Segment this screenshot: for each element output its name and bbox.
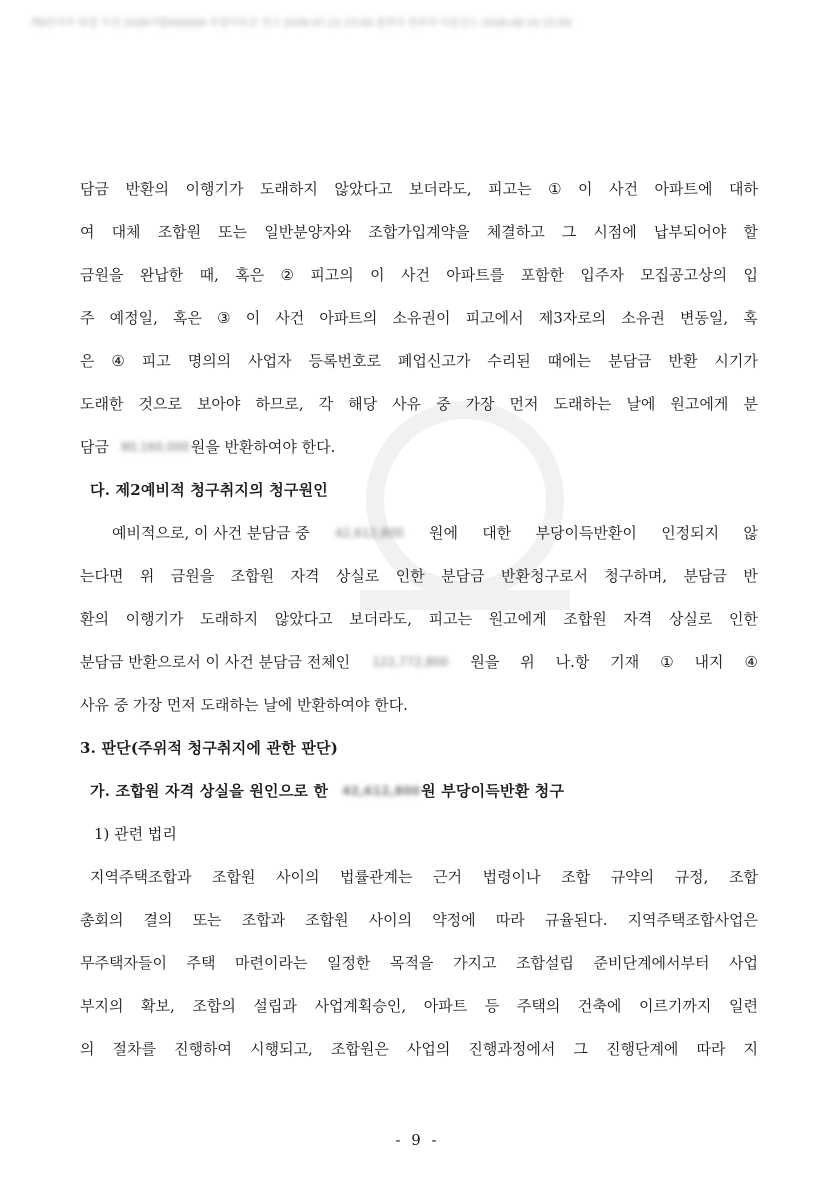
word: 입 bbox=[743, 266, 758, 284]
word: 피고 bbox=[141, 352, 171, 370]
word: 지역주택조합과 bbox=[90, 868, 192, 886]
word: 인정되지 bbox=[661, 524, 720, 542]
word: 소유권 bbox=[621, 309, 665, 327]
word: 진행하여 bbox=[174, 1040, 233, 1058]
word: 이행기가 bbox=[125, 610, 184, 628]
word: 등록번호로 bbox=[308, 352, 381, 370]
word: 조합가입계약을 bbox=[368, 223, 470, 241]
word: 청구하며, bbox=[604, 567, 668, 585]
word: 그 bbox=[573, 1040, 588, 1058]
word: 조합 bbox=[561, 868, 591, 886]
word: 목적을 bbox=[390, 954, 434, 972]
word: 혹은 bbox=[173, 309, 202, 327]
word: 사업계획승인, bbox=[314, 997, 407, 1015]
word: 명의의 bbox=[187, 352, 232, 370]
word: 절차를 bbox=[112, 1040, 157, 1058]
paragraph3-line bbox=[80, 899, 758, 942]
word: 시행되고, bbox=[250, 1040, 313, 1058]
word: 포함한 bbox=[520, 266, 565, 284]
word: 위 bbox=[139, 567, 155, 585]
paragraph2-line bbox=[80, 555, 758, 598]
word: 가장 bbox=[465, 395, 495, 413]
word: 상실로 bbox=[335, 567, 380, 585]
paragraph2-fourth-prefix: 분담금 반환으로서 이 사건 분담금 전체인 bbox=[80, 653, 351, 671]
word: 진행과정에서 bbox=[468, 1040, 556, 1058]
word: 또는 bbox=[218, 223, 248, 241]
heading-ga-suffix: 원 부당이득반환 청구 bbox=[421, 782, 565, 800]
word: 보더라도, bbox=[349, 610, 412, 628]
word: 원고에게 bbox=[670, 395, 729, 413]
word: 반환 bbox=[668, 352, 698, 370]
word: 법률관계는 bbox=[340, 868, 413, 886]
word: 아파트를 bbox=[446, 266, 505, 284]
word: 인한 bbox=[728, 610, 758, 628]
paragraph3-line bbox=[80, 856, 758, 899]
word: 입주자 bbox=[580, 266, 624, 284]
word: 사업자 bbox=[248, 352, 292, 370]
word: 않았다고 bbox=[274, 610, 333, 628]
word: 대한 bbox=[482, 524, 512, 542]
word: 피고에서 bbox=[465, 309, 524, 327]
word: 금원을 bbox=[80, 266, 124, 284]
word: 이행기가 bbox=[185, 180, 244, 198]
word: 수리된 bbox=[487, 352, 531, 370]
word: 금원을 bbox=[170, 567, 215, 585]
paragraph3-line bbox=[80, 942, 758, 985]
word: 확보, bbox=[141, 997, 175, 1015]
word: 일정한 bbox=[326, 954, 371, 972]
word: 날에 bbox=[626, 395, 656, 413]
word: 분담금 bbox=[441, 567, 485, 585]
word: 여 bbox=[80, 223, 95, 241]
heading-ga-prefix: 가. 조합원 자격 상실을 원인으로 한 bbox=[90, 782, 329, 800]
word: 납부되어야 bbox=[653, 223, 727, 241]
word: 조합원 bbox=[563, 610, 607, 628]
word: 해당 bbox=[348, 395, 378, 413]
word: 체결하고 bbox=[486, 223, 545, 241]
word: 완납한 bbox=[139, 266, 184, 284]
word: 규약의 bbox=[610, 868, 655, 886]
blurred-header-stamp: 제9민사부 판결 사건 2026가합000000 부당이득금 선고 2026.07.15 23:59 출력자 관리자 다운로드 2026.08.10 15:59 bbox=[30, 18, 572, 29]
word: 진행단계에 bbox=[605, 1040, 679, 1058]
word: 사유 bbox=[392, 395, 422, 413]
word: 주택 bbox=[186, 954, 216, 972]
word: 않 bbox=[743, 524, 758, 542]
redacted-amount: 42,612,800 bbox=[335, 526, 404, 540]
word: 대체 bbox=[111, 223, 141, 241]
word: 사업 bbox=[728, 954, 758, 972]
word: 피고는 bbox=[428, 610, 473, 628]
word: 총회의 bbox=[80, 911, 124, 929]
paragraph2-fourth-line bbox=[80, 641, 758, 684]
word: 예정일, bbox=[109, 309, 158, 327]
word: 소유권이 bbox=[392, 309, 451, 327]
paragraph3-line bbox=[80, 985, 758, 1028]
word: 준비단계에서부터 bbox=[593, 954, 710, 972]
word: 상실로 bbox=[668, 610, 713, 628]
word: 보아야 bbox=[196, 395, 241, 413]
word: 조합원은 bbox=[330, 1040, 389, 1058]
word: 중 bbox=[436, 395, 451, 413]
word: 나.항 bbox=[555, 653, 590, 671]
word: ① bbox=[660, 653, 674, 671]
word: 건축에 bbox=[577, 997, 622, 1015]
word: ④ bbox=[744, 653, 758, 671]
word: 규율된다. bbox=[544, 911, 608, 929]
word: 보더라도, bbox=[408, 180, 472, 198]
word: 조합 bbox=[728, 868, 758, 886]
paragraph1-last-suffix: 원을 반환하여야 한다. bbox=[190, 438, 336, 456]
word: 조합의 bbox=[192, 997, 236, 1015]
word: 혹 bbox=[743, 309, 758, 327]
word: 변동일, bbox=[679, 309, 729, 327]
word: ③ bbox=[217, 309, 231, 327]
word: 근거 bbox=[433, 868, 463, 886]
paragraph1-line bbox=[80, 254, 758, 297]
word: 또는 bbox=[192, 911, 222, 929]
word: 도래하지 bbox=[259, 180, 318, 198]
word: 각 bbox=[318, 395, 334, 413]
word: 일련 bbox=[728, 997, 758, 1015]
word: 사건 bbox=[609, 180, 639, 198]
paragraph1-line bbox=[80, 340, 758, 383]
word: 사건 bbox=[400, 266, 430, 284]
word: 사이의 bbox=[276, 868, 320, 886]
word: 때, bbox=[199, 266, 219, 284]
word: 모집공고상의 bbox=[640, 266, 728, 284]
word: 아파트 bbox=[423, 997, 468, 1015]
subsection-heading-1: 1) 관련 법리 bbox=[94, 825, 177, 843]
word: 혹은 bbox=[235, 266, 265, 284]
paragraph2-first-prefix: 예비적으로, 이 사건 분담금 중 bbox=[112, 524, 310, 542]
word: 이 bbox=[370, 266, 385, 284]
word: 아파트의 bbox=[319, 309, 378, 327]
word: 지 bbox=[743, 1040, 758, 1058]
word: 은 bbox=[80, 352, 95, 370]
word: 가지고 bbox=[453, 954, 497, 972]
word: 않았다고 bbox=[334, 180, 393, 198]
page-number: - 9 - bbox=[395, 1131, 440, 1149]
word: 원고에게 bbox=[488, 610, 547, 628]
paragraph1-last-line bbox=[80, 426, 758, 469]
word: 하므로, bbox=[255, 395, 304, 413]
word: 약정에 bbox=[432, 911, 476, 929]
redacted-amount: 42,612,800 bbox=[342, 784, 421, 798]
word: 반 bbox=[743, 567, 758, 585]
word: 사업의 bbox=[406, 1040, 451, 1058]
redacted-amount: 80,160,000 bbox=[120, 440, 190, 454]
word: 조합원 bbox=[230, 567, 275, 585]
word: 이 bbox=[245, 309, 261, 327]
word: 반환의 bbox=[125, 180, 169, 198]
word: 조합원 bbox=[305, 911, 349, 929]
paragraph1-line bbox=[80, 383, 758, 426]
word: 무주택자들이 bbox=[80, 954, 167, 972]
word: 때에는 bbox=[547, 352, 592, 370]
word: 도래한 bbox=[80, 395, 124, 413]
word: 분담금 bbox=[683, 567, 727, 585]
word: 등 bbox=[484, 997, 500, 1015]
word: 기재 bbox=[610, 653, 640, 671]
word: ④ bbox=[111, 352, 125, 370]
word: 폐업신고가 bbox=[397, 352, 471, 370]
word: ② bbox=[280, 266, 294, 284]
section-heading-ga bbox=[80, 770, 758, 813]
document-body bbox=[80, 168, 758, 1071]
word: 사건 bbox=[275, 309, 305, 327]
word: 설립과 bbox=[253, 997, 297, 1015]
word: 시기가 bbox=[714, 352, 758, 370]
word: 원에 bbox=[428, 524, 458, 542]
paragraph2-line bbox=[80, 598, 758, 641]
word: 는다면 bbox=[80, 567, 124, 585]
word: 일반분양자와 bbox=[264, 223, 352, 241]
word: 결의 bbox=[143, 911, 173, 929]
word: 조합원 bbox=[211, 868, 256, 886]
word: 지역주택조합사업은 bbox=[627, 911, 758, 929]
word: 담금 bbox=[80, 180, 109, 198]
redacted-amount: 122,772,800 bbox=[372, 655, 449, 669]
paragraph3-line bbox=[80, 1028, 758, 1071]
word: 아파트에 bbox=[654, 180, 713, 198]
word: 그 bbox=[561, 223, 577, 241]
word: 법령이나 bbox=[482, 868, 541, 886]
paragraph1-line bbox=[80, 297, 758, 340]
word: 의 bbox=[80, 1040, 95, 1058]
word: 내지 bbox=[694, 653, 724, 671]
word: 분 bbox=[743, 395, 758, 413]
word: 사이의 bbox=[368, 911, 413, 929]
section-heading-3: 3. 판단(주위적 청구취지에 관한 판단) bbox=[80, 739, 339, 757]
word: 부당이득반환이 bbox=[535, 524, 637, 542]
paragraph1-last-prefix: 담금 bbox=[80, 438, 109, 456]
word: 주 bbox=[80, 309, 95, 327]
word: ① bbox=[548, 180, 562, 198]
word: 따라 bbox=[696, 1040, 726, 1058]
word: 따라 bbox=[495, 911, 525, 929]
word: 먼저 bbox=[509, 395, 539, 413]
word: 조합설립 bbox=[516, 954, 574, 972]
word: 피고의 bbox=[310, 266, 354, 284]
word: 분담금 bbox=[608, 352, 652, 370]
word: 인한 bbox=[395, 567, 425, 585]
word: 자격 bbox=[290, 567, 320, 585]
word: 규정, bbox=[674, 868, 709, 886]
word: 이르기까지 bbox=[638, 997, 712, 1015]
word: 마련이라는 bbox=[235, 954, 308, 972]
word: 할 bbox=[743, 223, 758, 241]
word: 자격 bbox=[623, 610, 653, 628]
paragraph2-last-line: 사유 중 가장 먼저 도래하는 날에 반환하여야 한다. bbox=[80, 696, 408, 714]
paragraph1-line bbox=[80, 211, 758, 254]
word: 이 bbox=[578, 180, 593, 198]
word: 대하 bbox=[729, 180, 758, 198]
word: 위 bbox=[520, 653, 535, 671]
word: 피고는 bbox=[488, 180, 532, 198]
paragraph2-first-line bbox=[80, 512, 758, 555]
word: 부지의 bbox=[80, 997, 124, 1015]
word: 환의 bbox=[80, 610, 109, 628]
paragraph1-line bbox=[80, 168, 758, 211]
word: 주택의 bbox=[516, 997, 561, 1015]
word: 제3자로의 bbox=[538, 309, 607, 327]
word: 시점에 bbox=[593, 223, 637, 241]
word: 반환청구로서 bbox=[501, 567, 588, 585]
section-heading-da: 다. 제2예비적 청구취지의 청구원인 bbox=[90, 481, 328, 499]
word: 조합원 bbox=[157, 223, 202, 241]
word: 도래하는 bbox=[553, 395, 612, 413]
word: 원을 bbox=[470, 653, 500, 671]
word: 것으로 bbox=[138, 395, 182, 413]
word: 조합과 bbox=[241, 911, 286, 929]
word: 도래하지 bbox=[200, 610, 259, 628]
